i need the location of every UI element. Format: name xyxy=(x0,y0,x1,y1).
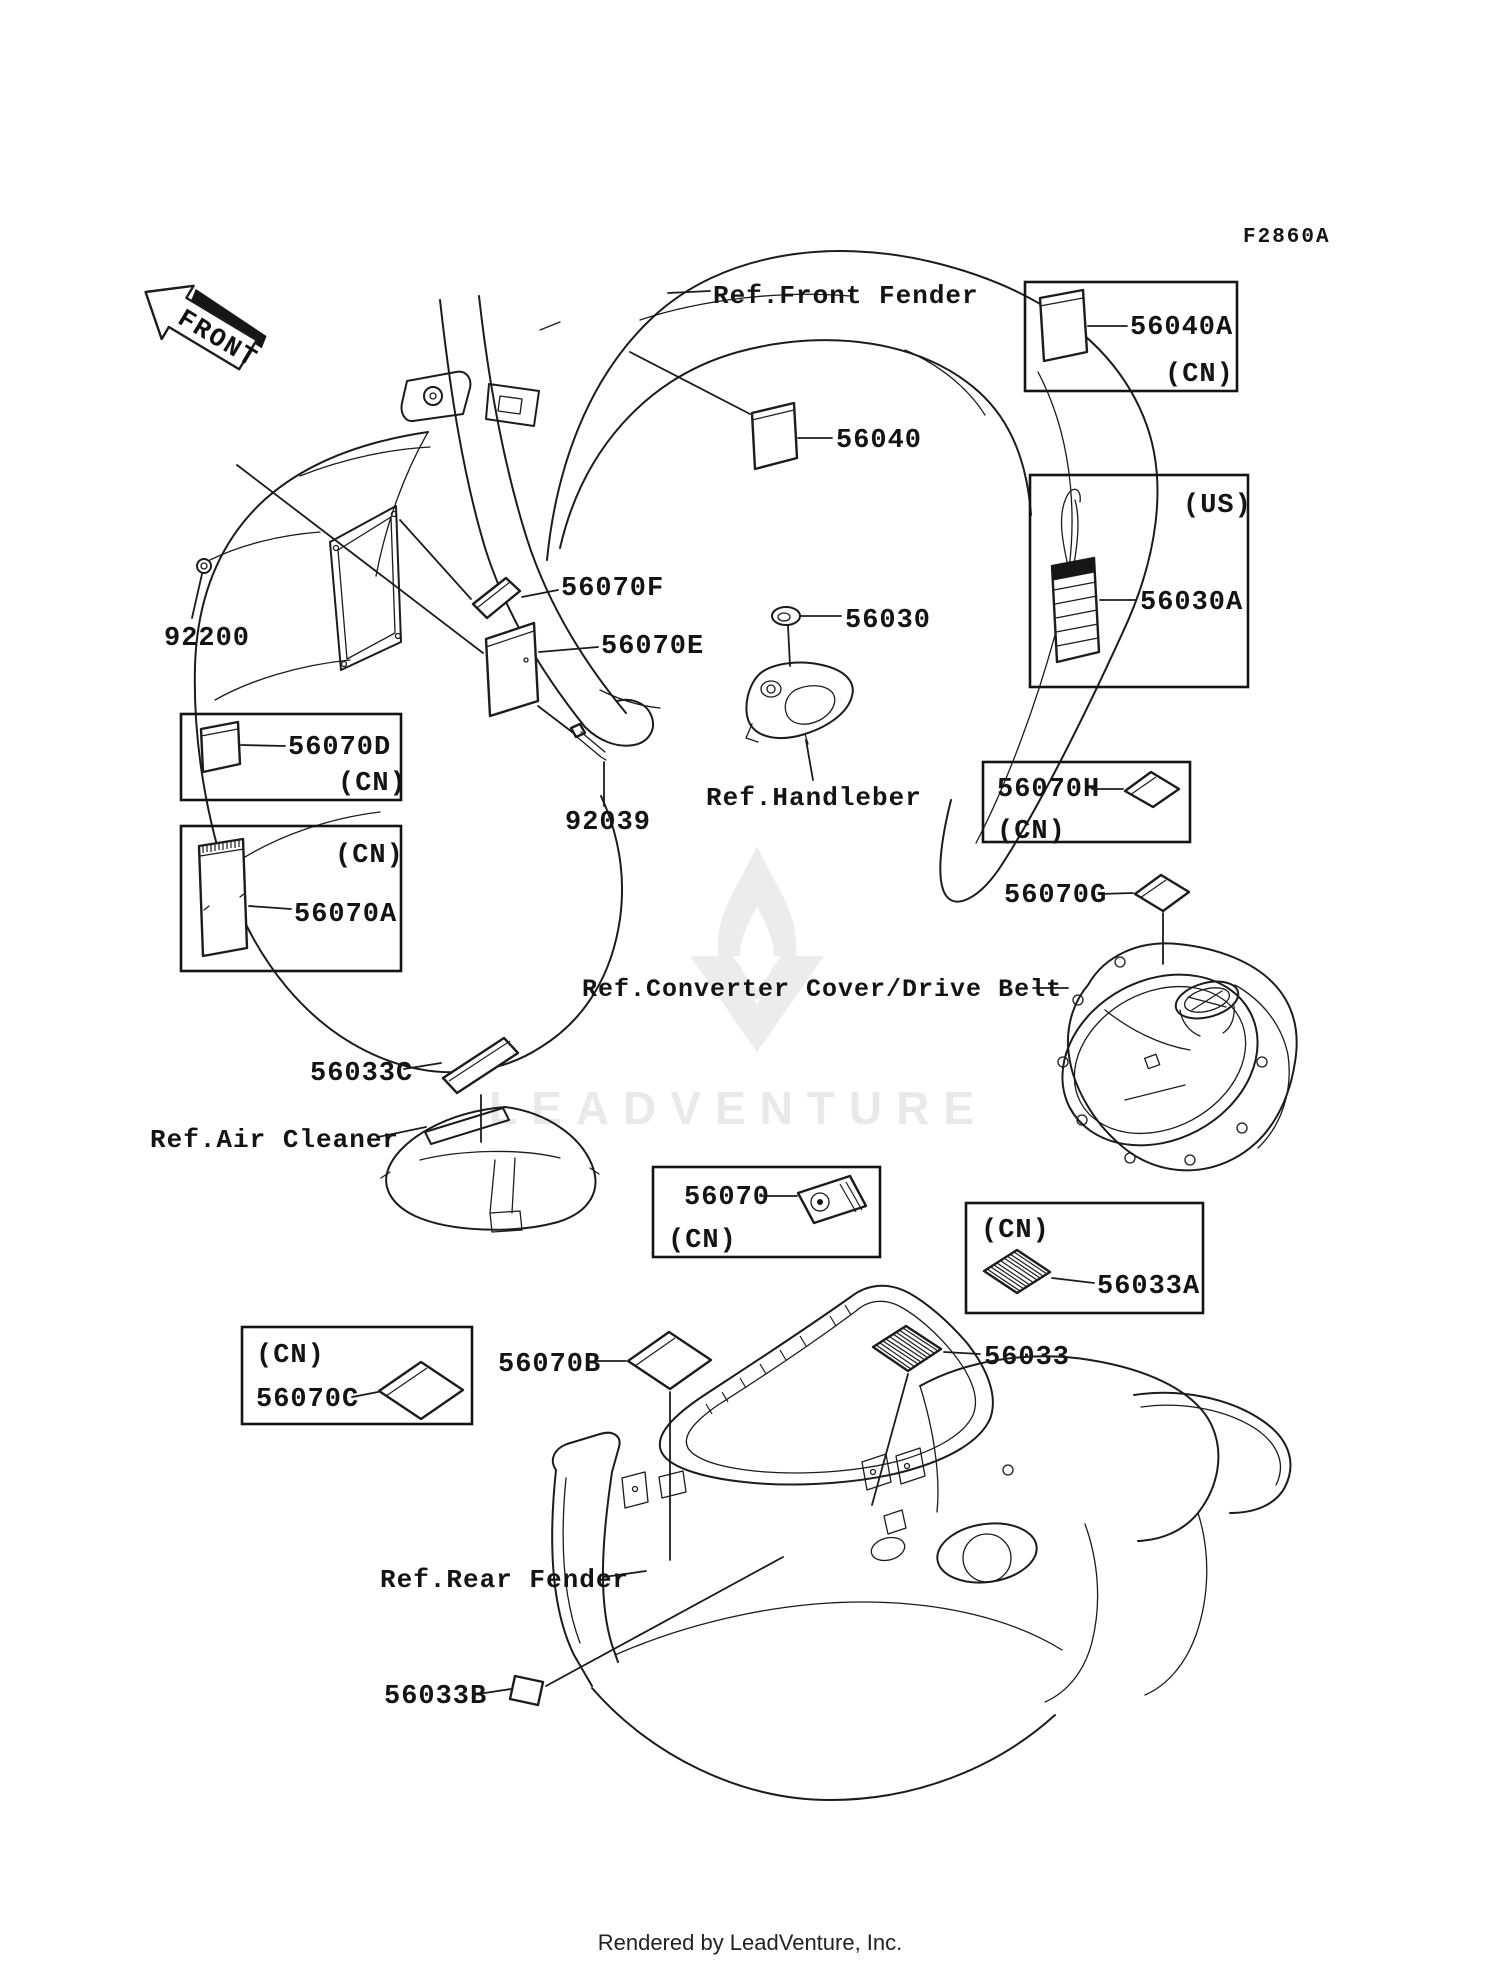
part-label-56040a: 56040A xyxy=(1130,313,1234,343)
part-label-56030: 56030 xyxy=(845,606,932,636)
ref-label-front-fender: Ref.Front Fender xyxy=(713,281,979,311)
part-label-56070h: 56070H xyxy=(997,775,1101,805)
inset-box-56030a xyxy=(1030,475,1252,687)
decal-icon-56040 xyxy=(752,403,797,469)
marker-cn-56033a: (CN) xyxy=(981,1216,1050,1246)
part-label-56070f: 56070F xyxy=(561,574,665,604)
converter-cover-drawing xyxy=(1032,941,1296,1178)
front-arrow-label: FRONT xyxy=(172,303,264,375)
leader-line-56070f-placement xyxy=(400,520,471,599)
ref-label-converter: Ref.Converter Cover/Drive Belt xyxy=(582,975,1063,1004)
front-direction-arrow xyxy=(129,266,272,386)
decal-icon-56070b xyxy=(594,1332,711,1560)
inset-box-56070a xyxy=(181,826,404,971)
watermark-logo xyxy=(690,846,824,1052)
footer-credit: Rendered by LeadVenture, Inc. xyxy=(597,1930,903,1955)
part-label-56033c: 56033C xyxy=(310,1059,414,1089)
marker-cn-56070c: (CN) xyxy=(256,1341,325,1371)
inset-box-56070h xyxy=(983,762,1190,847)
ref-label-rear-fender: Ref.Rear Fender xyxy=(380,1565,630,1595)
diagram-code: F2860A xyxy=(1243,226,1331,249)
inset-box-56033a xyxy=(966,1203,1203,1313)
part-label-56040: 56040 xyxy=(836,426,923,456)
part-label-56033a: 56033A xyxy=(1097,1272,1201,1302)
inset-box-56070d xyxy=(181,714,407,800)
leader-line-front-fender xyxy=(668,291,710,293)
part-label-56070b: 56070B xyxy=(498,1350,602,1380)
leader-line-56070e-placement xyxy=(237,465,483,653)
marker-cn-56040a: (CN) xyxy=(1165,360,1234,390)
leader-line-56040 xyxy=(630,352,750,414)
inset-box-56070c xyxy=(242,1327,472,1424)
ref-label-handleber: Ref.Handleber xyxy=(706,783,922,813)
part-label-56070: 56070 xyxy=(684,1183,771,1213)
part-label-56030a: 56030A xyxy=(1140,588,1244,618)
decal-icon-56070e xyxy=(486,623,598,716)
part-label-92200: 92200 xyxy=(164,624,251,654)
decal-icon-56070g xyxy=(1099,875,1189,964)
handlebar-cover-drawing xyxy=(746,607,853,780)
leader-line-92039-placement xyxy=(538,706,576,735)
inset-box-56040a xyxy=(1025,282,1237,391)
part-label-56070a-inset: 56070A xyxy=(294,900,398,930)
part-label-56070g: 56070G xyxy=(1004,881,1108,911)
marker-cn-56070: (CN) xyxy=(668,1226,737,1256)
fastener-icon-92039 xyxy=(571,724,606,806)
marker-cn-56070d: (CN) xyxy=(338,769,407,799)
marker-us-56030a: (US) xyxy=(1183,491,1252,521)
inset-box-56070 xyxy=(653,1167,880,1257)
part-label-56033: 56033 xyxy=(984,1343,1071,1373)
part-label-92039: 92039 xyxy=(565,808,652,838)
ref-label-air-cleaner: Ref.Air Cleaner xyxy=(150,1125,400,1155)
marker-cn-56070h: (CN) xyxy=(997,817,1066,847)
part-label-56033b: 56033B xyxy=(384,1682,488,1712)
watermark-text: LEADVENTURE xyxy=(489,1082,989,1134)
marker-cn-56070a: (CN) xyxy=(335,841,404,871)
decal-icon-56033 xyxy=(872,1326,980,1505)
part-label-56070d: 56070D xyxy=(288,733,392,763)
part-label-56070e: 56070E xyxy=(601,632,705,662)
part-label-56070c: 56070C xyxy=(256,1385,360,1415)
